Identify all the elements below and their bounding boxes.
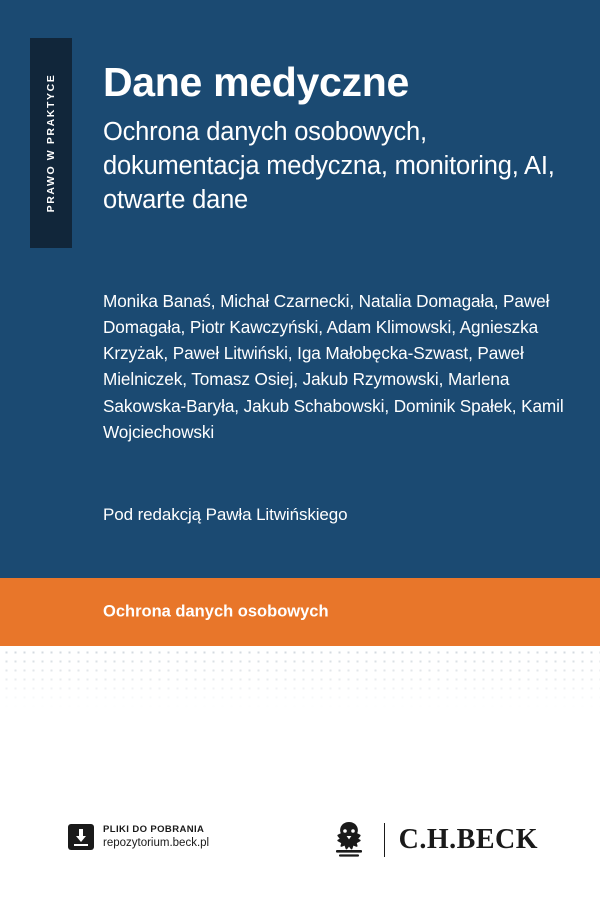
download-title: PLIKI DO POBRANIA <box>103 824 205 835</box>
series-label: PRAWO W PRAKTYCE <box>45 73 57 213</box>
page-subtitle: Ochrona danych osobowych, dokumentacja medyczna, monitoring, AI, otwarte dane <box>103 118 555 215</box>
publisher-mark <box>328 820 538 860</box>
download-text <box>103 824 209 850</box>
publisher-name: C.H.BECK <box>398 824 538 855</box>
download-url: repozytorium.beck.pl <box>103 836 210 849</box>
series-spine <box>30 38 72 248</box>
page-title: Dane medyczne <box>103 59 410 105</box>
download-icon <box>68 824 94 850</box>
download-icon-bar <box>74 844 88 847</box>
authors-list: Monika Banaś, Michał Czarnecki, Natalia Domagała, Paweł Domagała, Piotr Kawczyński, Adam Klimowski, Agnieszka Krzyżak, Paweł Litwiński, Iga Małobęcka-Szwast, Paweł Mielniczek, Tomasz Osiej, Jakub Rzymowski, Marlena Sakowska-Baryła, Jakub Schabowski, Dominik Spałek, Kamil Wojciechowski <box>103 291 564 442</box>
beck-knight-logo-icon <box>328 820 370 860</box>
download-info <box>68 824 209 850</box>
series-band-label: Ochrona danych osobowych <box>103 602 329 621</box>
cover-footer <box>0 800 600 900</box>
publisher-divider <box>384 823 385 857</box>
dot-texture <box>0 646 600 708</box>
title-group <box>103 60 575 218</box>
editor-line: Pod redakcją Pawła Litwińskiego <box>103 505 348 524</box>
series-band <box>0 578 600 646</box>
